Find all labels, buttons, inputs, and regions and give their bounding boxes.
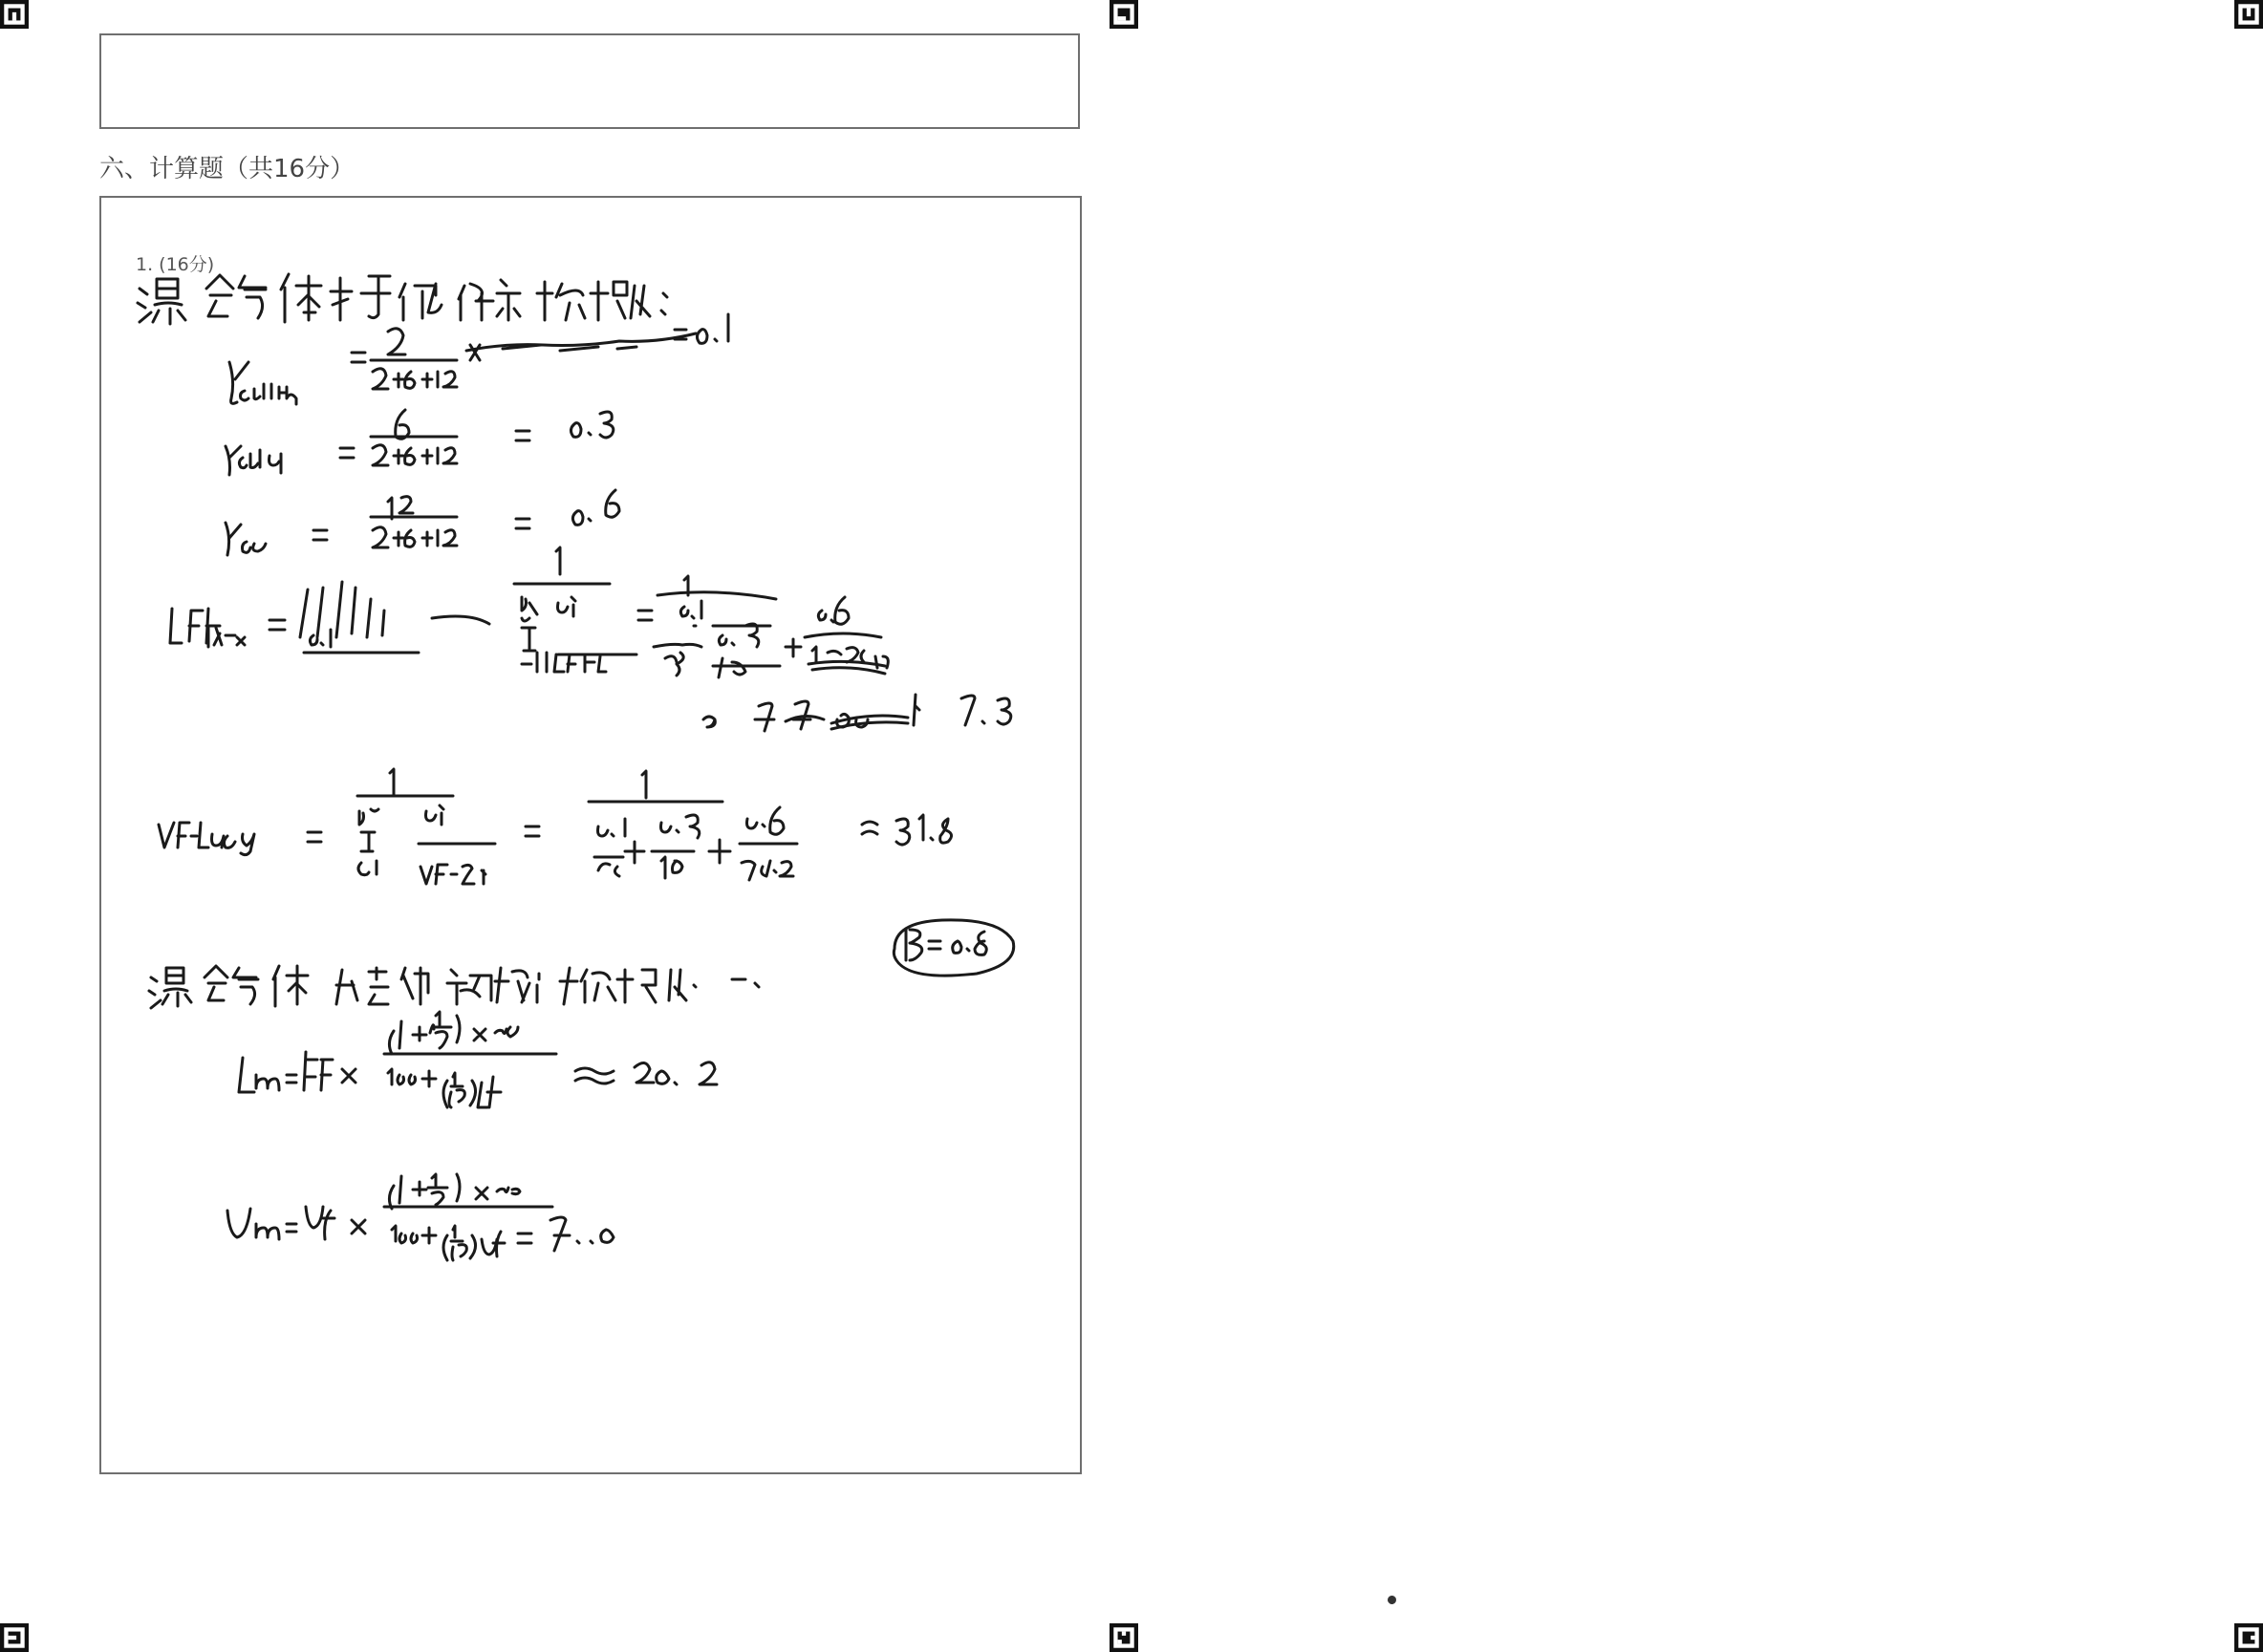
handwriting-line-1 — [138, 274, 667, 324]
corner-marker-bottom-middle — [1110, 1623, 1138, 1652]
corner-marker-top-middle — [1110, 0, 1138, 29]
handwriting-lm — [239, 1012, 717, 1107]
corner-marker-bottom-right — [2234, 1623, 2263, 1652]
handwriting-lfl-max — [170, 547, 1011, 731]
corner-marker-bottom-left — [0, 1623, 29, 1652]
handwriting-y-c4h10 — [229, 314, 728, 404]
corner-marker-top-right — [2234, 0, 2263, 29]
previous-answer-box — [99, 33, 1080, 129]
question-number: 1. (16分) — [136, 254, 215, 275]
handwriting-line-2 — [149, 966, 759, 1008]
section-title: 六、计算题（共16分） — [99, 155, 356, 183]
corner-marker-top-left — [0, 0, 29, 29]
handwriting-y-co — [226, 490, 619, 555]
handwriting-y-ch4 — [226, 410, 614, 475]
handwriting-um — [227, 1174, 614, 1260]
handwritten-solution — [101, 198, 1080, 1472]
scan-speck — [1386, 1594, 1397, 1605]
answer-box — [99, 196, 1082, 1474]
handwriting-b-value — [894, 920, 1013, 976]
handwriting-ufl-max — [159, 769, 952, 884]
